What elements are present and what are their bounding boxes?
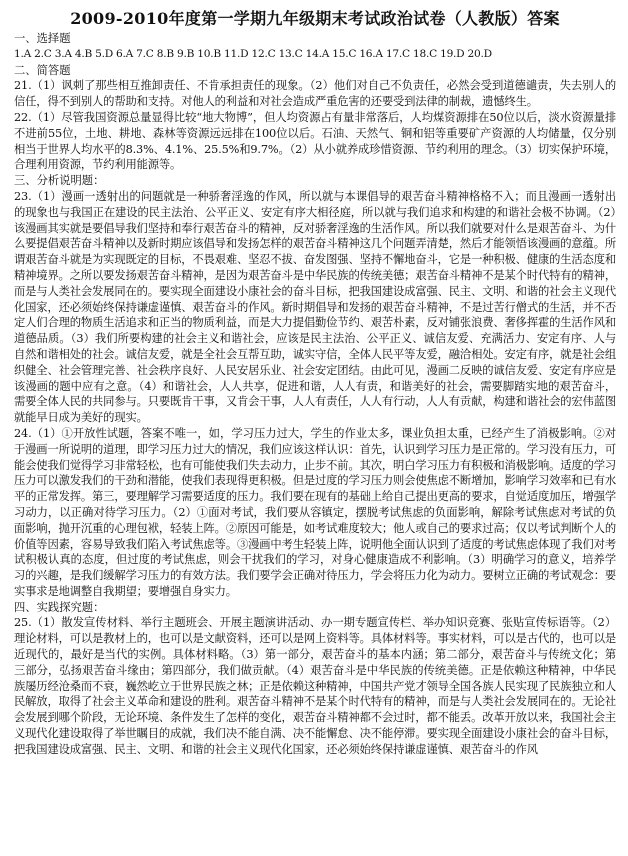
section-1-heading: 一、选择题 xyxy=(14,32,71,45)
answer-24: 24.（1）①开放性试题，答案不唯一，如，学习压力过大，学生的作业太多，课业负担太重，已经产生了消极影响。②对于漫画一所说明的道理，即学习压力过大的情况，我们应该这样认识：首先，认识到学习压力是正常的。学习没有压力，可能会使我们觉得学习非常轻松，也有可能使我们失去动力，止步不前。其次，明白学习压力有积极和消极影响。适度的学习压力可以激发我们的干劲和潜能，使我们表现得更积极。但是过度的学习压力则会使焦虑不断增加，影响学习效率和已有水平的正常发挥。第三，要理解学习需要适度的压力。我们要在现有的基础上给自己提出更高的要求，自觉适度加压，增强学习动力，以正确对待学习压力。（2）①面对考试，我们要从容镇定，摆脱考试焦虑的负面影响，解除考试焦虑对考试的负面影响，抛开沉重的心理包袱，轻装上阵。②原因可能是，如考试难度较大；他人或自己的要求过高；仅以考试判断个人的价值等因素，容易导致我们陷入考试焦虑等。③漫画中考生轻装上阵，说明他全面认识到了适度的考试焦虑体现了我们对考试积极认真的态度，但过度的考试焦虑，则会干扰我们的学习，对身心健康造成不利影响。（3）明确学习的意义，培养学习的兴趣，是我们缓解学习压力的有效方法。我们要学会正确对待压力，学会将压力化为动力。要树立正确的考试观念：要实事求是地调整自我期望；要增强自身实力。 xyxy=(14,426,616,598)
multiple-choice-answers: 1.A 2.C 3.A 4.B 5.D 6.A 7.C 8.B 9.B 10.B 11.D 12.C 13.C 14.A 15.C 16.A 17.C 18.C 19.D 20.D xyxy=(14,47,492,60)
section-3-heading: 三、分析说明题： xyxy=(14,174,105,188)
answer-23: 23.（1）漫画一透射出的问题就是一种骄奢淫逸的作风，所以就与本课倡导的艰苦奋斗精神格格不入；而且漫画一透射出的现象也与我国正在建设的民主法治、公平正义、安定有序大相径庭，所以就与我们追求和构建的和谐社会极不协调。（2）该漫画其实就是要倡导我们坚持和奉行艰苦奋斗的精神，反对骄奢淫逸的生活作风。所以我们就要对什么是艰苦奋斗、为什么要提倡艰苦奋斗精神以及新时期应该倡导和发扬怎样的艰苦奋斗精神这几个问题弄清楚，然后才能领悟该漫画的意蕴。所谓艰苦奋斗就是为实现既定的目标，不畏艰难、坚忍不拔、奋发图强、坚持不懈地奋斗，它是一种积极、健康的生活态度和精神境界。之所以要发扬艰苦奋斗精神，是因为艰苦奋斗是中华民族的传统美德；艰苦奋斗精神不是某个时代特有的精神，而是与人类社会发展同在的。要实现全面建设小康社会的奋斗目标，把我国建设成富强、民主、文明、和谐的社会主义现代化国家，还必须始终保持谦虚谨慎、艰苦奋斗的作风。新时期倡导和发扬的艰苦奋斗精神，不是过苦行僧式的生活，并不否定人们合理的物质生活追求和正当的物质利益，而是大力提倡勤俭节约、艰苦朴素，反对铺张浪费、奢侈挥霍的生活作风和道德品质。（3）我们所要构建的社会主义和谐社会，应该是民主法治、公平正义、诚信友爱、充满活力、安定有序、人与自然和谐相处的社会。诚信友爱，就是全社会互帮互助，诚实守信，全体人民平等友爱，融洽相处。安定有序，就是社会组织健全、社会管理完善、社会秩序良好、人民安居乐业、社会安定团结。由此可见，漫画二反映的诚信友爱、安定有序应是该漫画的题中应有之意。（4）和谐社会，人人共享，促进和谐，人人有责，和谐美好的社会，需要脚踏实地的艰苦奋斗，需要全体人民的共同参与。只要既肯干事，又肯会干事，人人有责任，人人有行动，人人有贡献，构建和谐社会的宏伟蓝图就能早日成为美好的现实。 xyxy=(14,189,616,425)
answer-25: 25.（1）散发宣传材料、举行主题班会、开展主题演讲活动、办一期专题宣传栏、举办知识竞赛、张贴宣传标语等。（2）理论材料，可以是教材上的，也可以是文献资料，还可以是网上资料等。具体材料等。事实材料，可以是古代的，也可以是近现代的，最好是当代的实例。具体材料略。（3）第一部分，艰苦奋斗的基本内涵；第二部分，艰苦奋斗与传统文化；第三部分，弘扬艰苦奋斗缘由；第四部分，我们做贡献。（4）艰苦奋斗是中华民族的传统美德。正是依赖这种精神，中华民族屡历经沧桑而不衰，巍然屹立于世界民族之林；正是依赖这种精神，中国共产党才领导全国各族人民实现了民族独立和人民解放，取得了社会主义革命和建设的胜利。艰苦奋斗精神不是某个时代特有的精神，而是与人类社会发展同在的。无论社会发展到哪个阶段，无论环境、条件发生了怎样的变化，艰苦奋斗精神都不会过时，都不能丢。改革开放以来，我国社会主义现代化建设取得了举世瞩目的成就，我们决不能自满、决不能懈怠、决不能停滞。要实现全面建设小康社会的奋斗目标，把我国建设成富强、民主、文明、和谐的社会主义现代化国家，还必须始终保持谦虚谨慎、艰苦奋斗的作风 xyxy=(14,616,616,756)
answer-22: 22.（1）尽管我国资源总量显得比较“地大物博”，但人均资源占有量非常落后，人均煤资源排在50位以后，淡水资源量排不进前55位，土地、耕地、森林等资源远远排在100位以后。石油、天然气、铜和铝等重要矿产资源的人均储量，仅分别相当于世界人均水平的8.3%、4.1%、25.5%和9.7%。（2）从小就养成珍惜资源、节约利用的理念。（3）切实保护环境，合理利用资源，节约利用能源等。 xyxy=(14,110,616,172)
section-4-heading: 四、实践探究题： xyxy=(14,600,105,614)
section-2-heading: 二、简答题 xyxy=(14,63,71,77)
document-title: 2009-2010年度第一学期九年级期末考试政治试卷（人教版）答案 xyxy=(70,9,560,28)
answer-21: 21.（1）讽刺了那些相互推卸责任、不肯承担责任的现象。（2）他们对自己不负责任，必然会受到道德谴责，失去别人的信任，得不到别人的帮助和支持。对他人的利益和对社会造成严重危害的还要受到法律的制裁，遗憾终生。 xyxy=(14,79,616,109)
